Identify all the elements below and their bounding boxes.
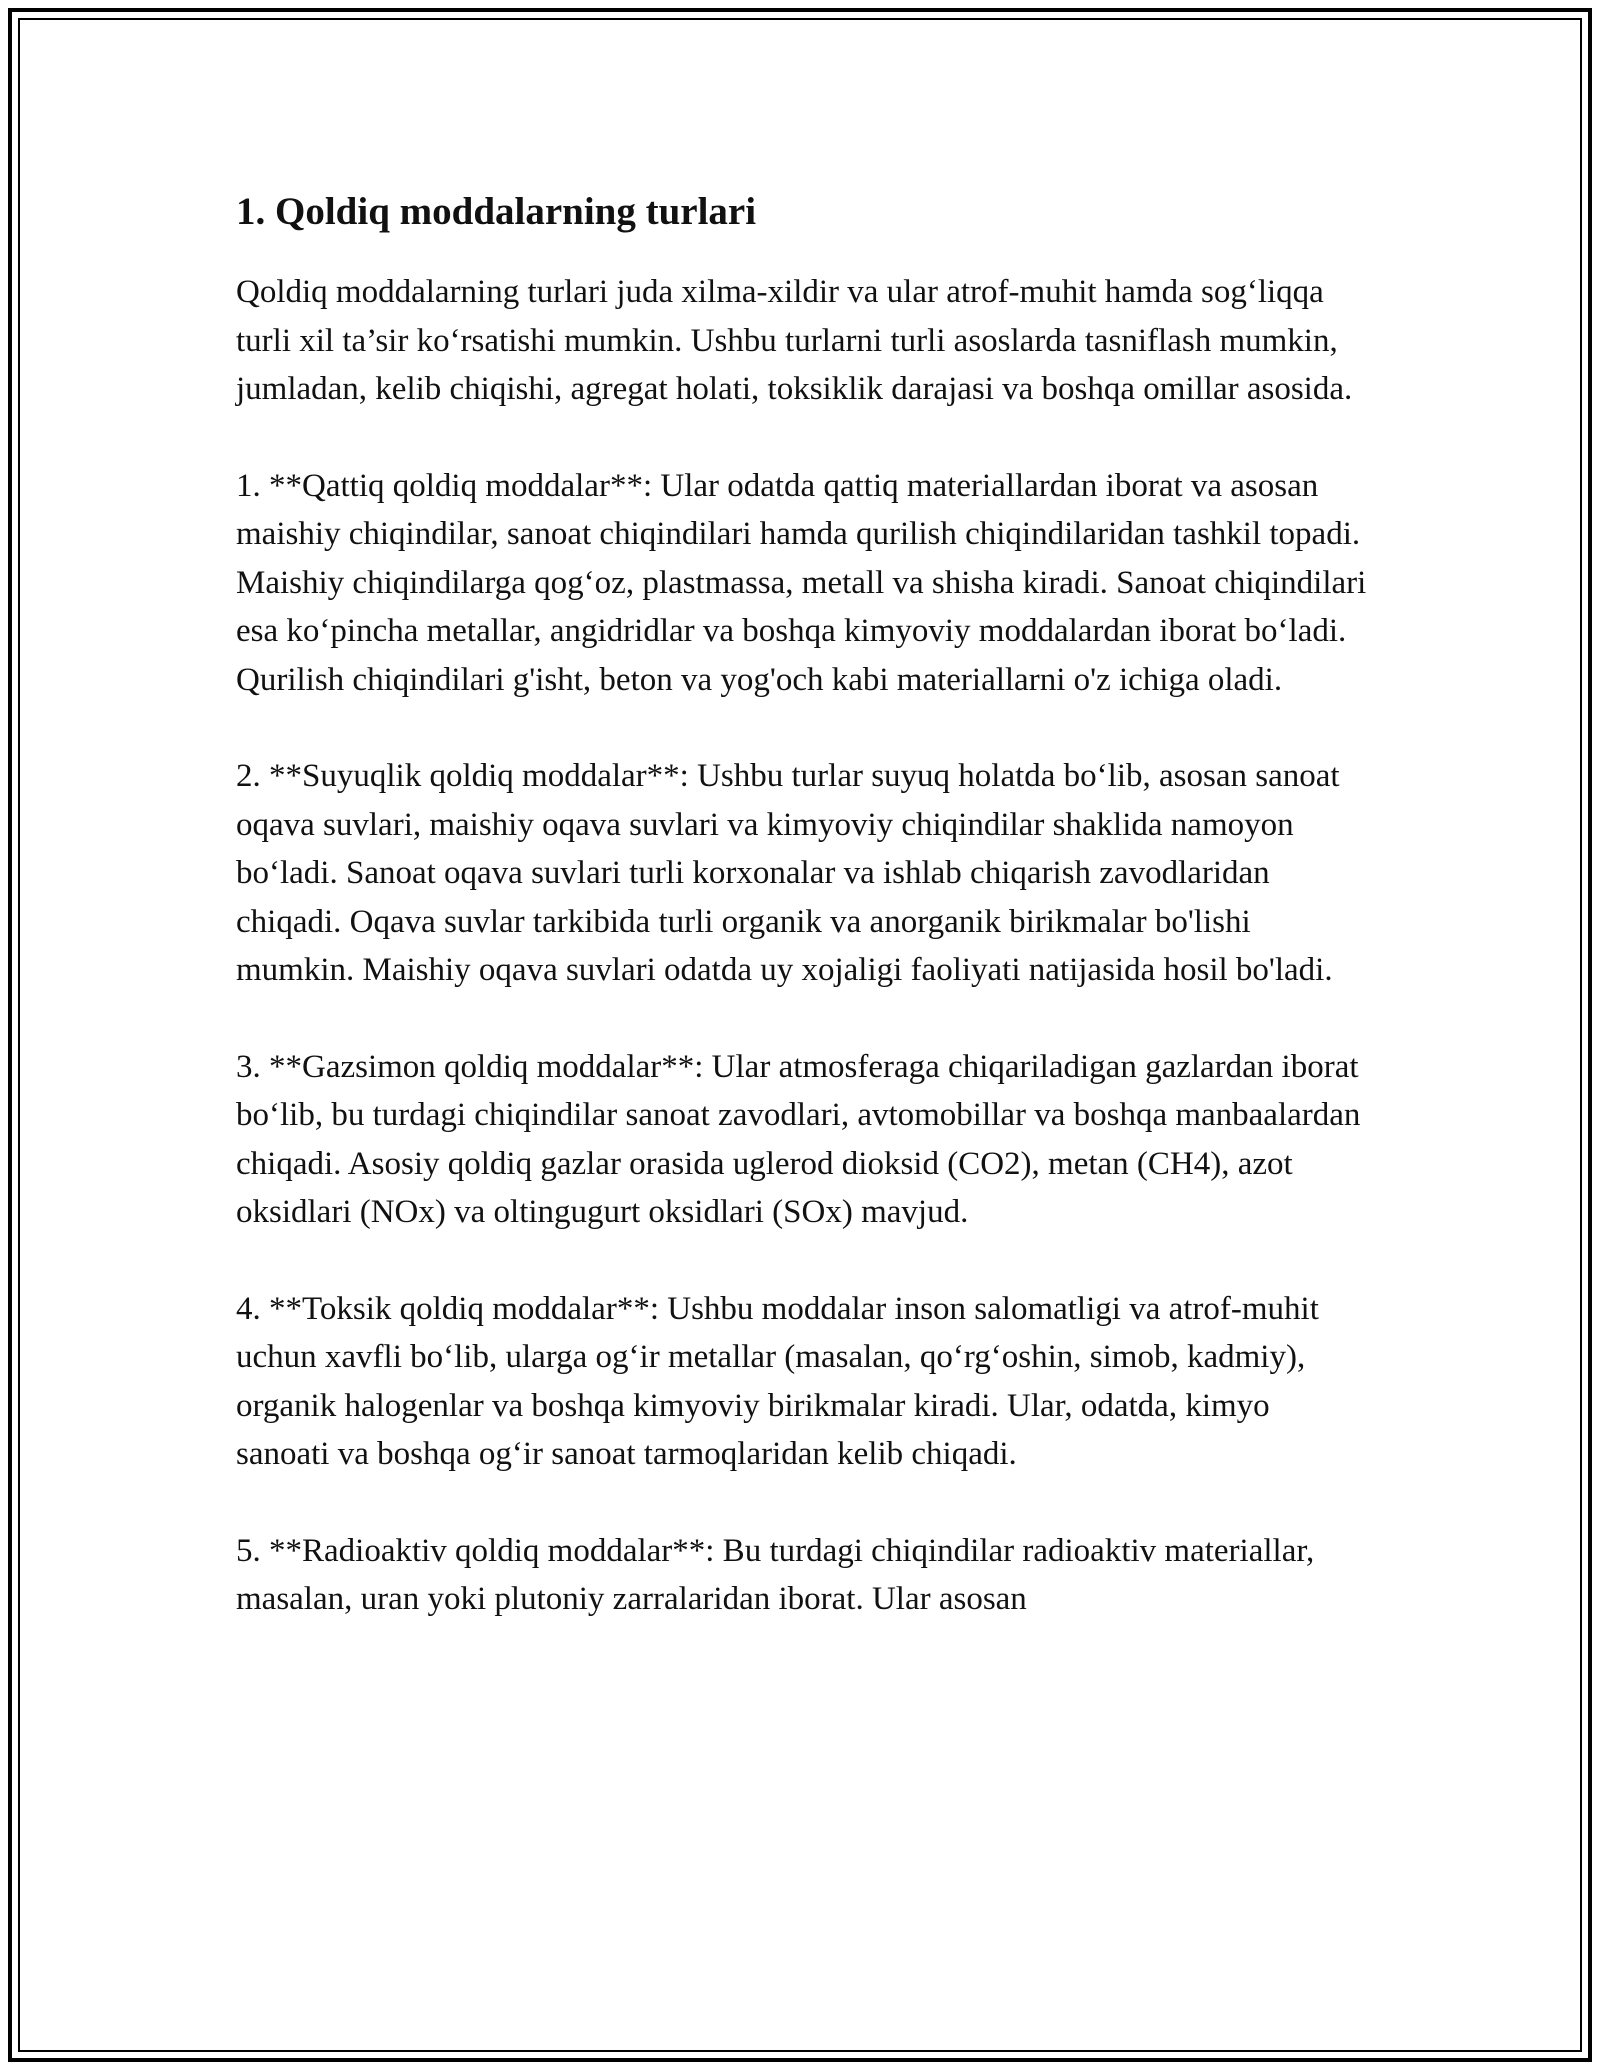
paragraph-solid-waste: 1. **Qattiq qoldiq moddalar**: Ular odatda qattiq materiallardan iborat va asosan maishiy chiqindilar, sanoat chiqindilari hamda qurilish chiqindilaridan tashkil topadi. Maishiy chiqindilarga qog‘oz, plastmassa, metall va shisha kiradi. Sanoat chiqindilari esa ko‘pincha metallar, angidridlar va boshqa kimyoviy moddalardan iborat bo‘ladi. Qurilish chiqindilari g'isht, beton va yog'och kabi materiallarni o'z ichiga oladi. [236, 467, 1367, 698]
document-body [236, 186, 1371, 1672]
paragraph-gaseous-waste: 3. **Gazsimon qoldiq moddalar**: Ular atmosferaga chiqariladigan gazlardan iborat bo‘lib, bu turdagi chiqindilar sanoat zavodlari, avtomobillar va boshqa manbaalardan chiqadi. Asosiy qoldiq gazlar orasida uglerod dioksid (CO2), metan (CH4), azot oksidlari (NOx) va oltingugurt oksidlari (SOx) mavjud. [236, 1048, 1361, 1230]
intro-paragraph: Qoldiq moddalarning turlari juda xilma-xildir va ular atrof-muhit hamda sog‘liqqa turli xil ta’sir ko‘rsatishi mumkin. Ushbu turlarni turli asoslarda tasniflash mumkin, jumladan, kelib chiqishi, agregat holati, toksiklik darajasi va boshqa omillar asosida. [236, 274, 1353, 407]
paragraph-radioactive-waste: 5. **Radioaktiv qoldiq moddalar**: Bu turdagi chiqindilar radioaktiv materiallar, masalan, uran yoki plutoniy zarralaridan iborat. Ular asosan [236, 1532, 1315, 1617]
paragraph-liquid-waste: 2. **Suyuqlik qoldiq moddalar**: Ushbu turlar suyuq holatda bo‘lib, asosan sanoat oqava suvlari, maishiy oqava suvlari va kimyoviy chiqindilar shaklida namoyon bo‘ladi. Sanoat oqava suvlari turli korxonalar va ishlab chiqarish zavodlaridan chiqadi. Oqava suvlar tarkibida turli organik va anorganik birikmalar bo'lishi mumkin. Maishiy oqava suvlari odatda uy xojaligi faoliyati natijasida hosil bo'ladi. [236, 758, 1340, 988]
section-heading: 1. Qoldiq moddalarning turlari [236, 190, 757, 233]
paragraph-toxic-waste: 4. **Toksik qoldiq moddalar**: Ushbu moddalar inson salomatligi va atrof-muhit uchun xavfli bo‘lib, ularga og‘ir metallar (masalan, qo‘rg‘oshin, simob, kadmiy), organik halogenlar va boshqa kimyoviy birikmalar kiradi. Ular, odatda, kimyo sanoati va boshqa og‘ir sanoat tarmoqlaridan kelib chiqadi. [236, 1290, 1319, 1472]
